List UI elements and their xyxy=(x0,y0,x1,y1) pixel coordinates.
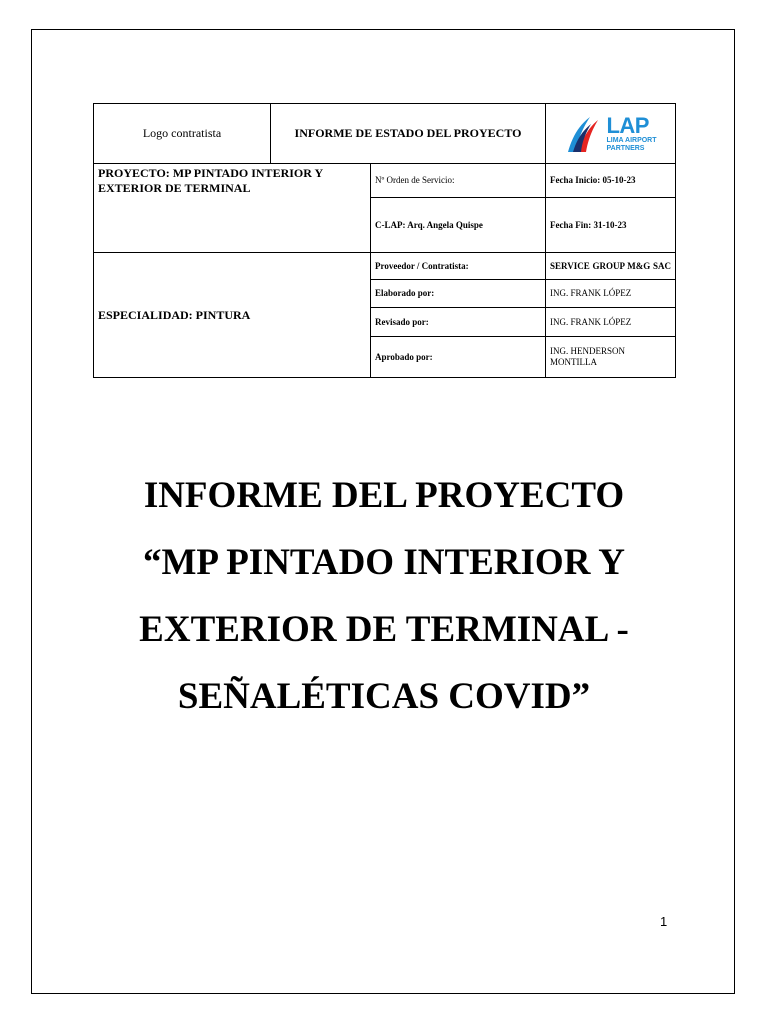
lap-wordmark xyxy=(606,112,657,153)
elaborado-value: ING. FRANK LÓPEZ xyxy=(546,280,676,308)
fecha-fin: Fecha Fin: 31-10-23 xyxy=(546,198,676,253)
main-title-line-1: INFORME DEL PROYECTO xyxy=(143,475,625,516)
lap-brand: LAP xyxy=(606,112,649,138)
header-table xyxy=(93,103,676,378)
main-title-line-3: EXTERIOR DE TERMINAL - xyxy=(139,609,629,650)
revisado-value: ING. FRANK LÓPEZ xyxy=(546,308,676,337)
aprobado-label: Aprobado por: xyxy=(371,337,546,378)
aprobado-value: ING. HENDERSON MONTILLA xyxy=(546,337,676,378)
proveedor-label: Proveedor / Contratista: xyxy=(371,253,546,280)
header-row-top xyxy=(94,104,676,164)
proveedor-value: SERVICE GROUP M&G SAC xyxy=(546,253,676,280)
header-row-orden xyxy=(94,164,676,198)
page-number: 1 xyxy=(660,914,668,929)
header-row-proveedor xyxy=(94,253,676,280)
main-title xyxy=(60,462,708,730)
lap-line1: LIMA AIRPORT xyxy=(606,136,657,144)
orden-servicio-label: Nº Orden de Servicio: xyxy=(371,164,546,198)
logo-contratista-cell: Logo contratista xyxy=(94,104,271,164)
especialidad-cell: ESPECIALIDAD: PINTURA xyxy=(94,253,371,378)
revisado-label: Revisado por: xyxy=(371,308,546,337)
lap-logo xyxy=(550,114,671,154)
lap-line2: PARTNERS xyxy=(606,144,645,152)
elaborado-label: Elaborado por: xyxy=(371,280,546,308)
lap-logo-cell xyxy=(546,104,676,164)
clap-label: C-LAP: Arq. Angela Quispe xyxy=(371,198,546,253)
report-header-title: INFORME DE ESTADO DEL PROYECTO xyxy=(271,104,546,164)
proyecto-cell: PROYECTO: MP PINTADO INTERIOR Y EXTERIOR DE TERMINAL xyxy=(94,164,371,253)
main-title-line-2: “MP PINTADO INTERIOR Y xyxy=(142,542,626,583)
main-title-line-4: SEÑALÉTICAS COVID” xyxy=(177,676,591,717)
lap-swoosh-icon xyxy=(564,114,602,154)
fecha-inicio: Fecha Inicio: 05-10-23 xyxy=(546,164,676,198)
